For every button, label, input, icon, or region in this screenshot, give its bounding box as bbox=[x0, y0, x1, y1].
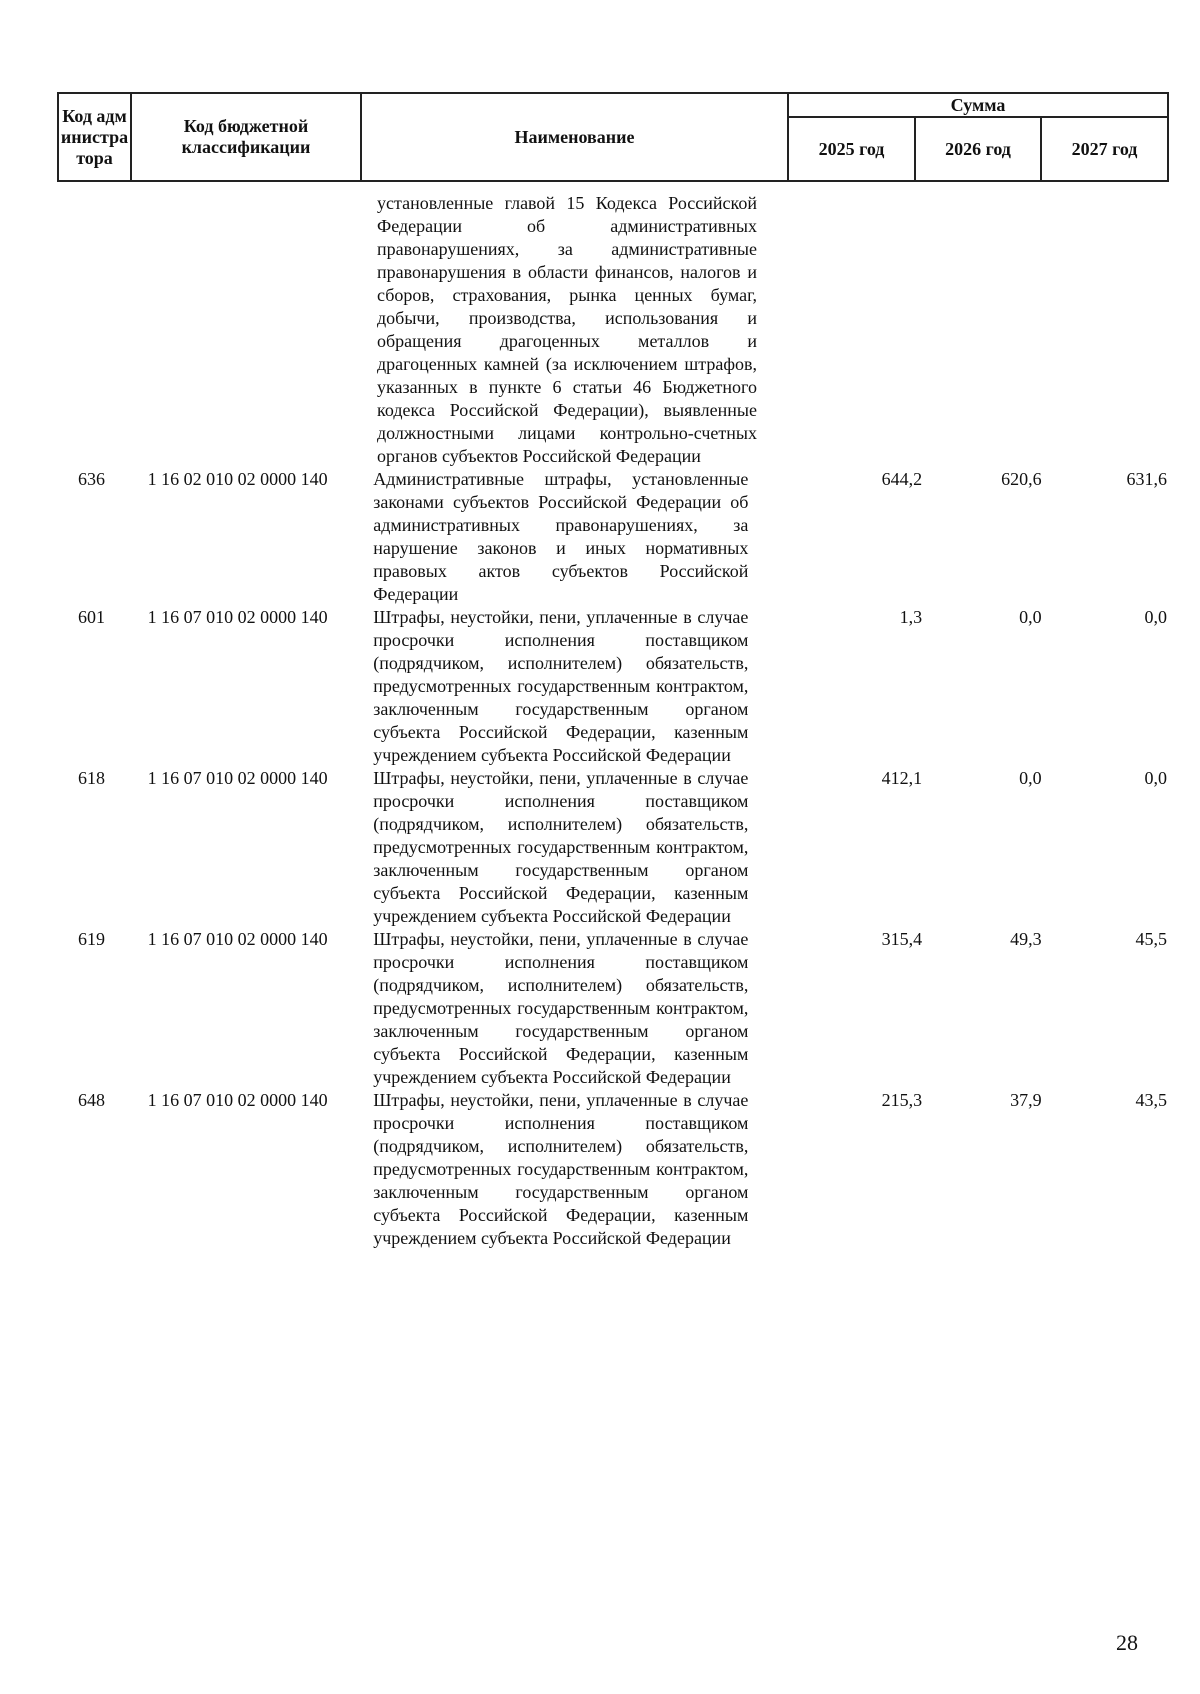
header-year-2027: 2027 год bbox=[1041, 117, 1168, 181]
name-cell: установленные главой 15 Кодекса Российской Федерации об административных правонарушениях, за административные правонарушения в области финансов, налогов и сборов, страхования, рынка ценных бумаг, добычи, производства, использования и обращения драгоценных металлов и драгоценных камней (за исключением штрафов, указанных в пункте 6 статьи 46 Бюджетного кодекса Российской Федерации), выявленные должностными лицами контрольно-счетных органов субъектов Российской Федерации bbox=[377, 193, 757, 466]
header-sum: Сумма bbox=[788, 93, 1168, 117]
budget-code-cell bbox=[127, 192, 353, 468]
name-cell: Штрафы, неустойки, пени, уплаченные в случае просрочки исполнения поставщиком (подрядчиком, исполнителем) обязательств, предусмотренных государственным контрактом, заключенным государственным органом субъекта Российской Федерации, казенным учреждением субъекта Российской Федерации bbox=[373, 607, 749, 765]
header-admin-code: Код администратора bbox=[58, 93, 131, 181]
budget-code-cell: 1 16 02 010 02 0000 140 bbox=[147, 469, 328, 489]
table-row bbox=[57, 1089, 1167, 1250]
sum-2027-cell: 631,6 bbox=[1126, 469, 1167, 489]
header-budget-code: Код бюджетной классификации bbox=[131, 93, 361, 181]
table-body bbox=[57, 192, 1167, 1250]
table-row-continuation bbox=[57, 192, 1167, 468]
sum-2025-cell: 215,3 bbox=[881, 1090, 923, 1110]
sum-2025-cell: 412,1 bbox=[881, 768, 923, 788]
page-number: 28 bbox=[1116, 1630, 1138, 1655]
admin-code-cell: 618 bbox=[78, 768, 106, 788]
table-row bbox=[57, 468, 1167, 606]
sum-2025-cell: 1,3 bbox=[899, 607, 923, 627]
sum-2026-cell: 37,9 bbox=[1010, 1090, 1042, 1110]
sum-2025-cell: 644,2 bbox=[881, 469, 923, 489]
name-cell: Штрафы, неустойки, пени, уплаченные в случае просрочки исполнения поставщиком (подрядчиком, исполнителем) обязательств, предусмотренных государственным контрактом, заключенным государственным органом субъекта Российской Федерации, казенным учреждением субъекта Российской Федерации bbox=[373, 929, 749, 1087]
budget-code-cell: 1 16 07 010 02 0000 140 bbox=[147, 768, 328, 788]
sum-2026-cell: 49,3 bbox=[1010, 929, 1042, 949]
sum-2026-cell: 0,0 bbox=[1019, 768, 1042, 788]
budget-code-cell: 1 16 07 010 02 0000 140 bbox=[147, 1090, 328, 1110]
header-name: Наименование bbox=[361, 93, 788, 181]
header-year-2025: 2025 год bbox=[788, 117, 915, 181]
budget-code-cell: 1 16 07 010 02 0000 140 bbox=[147, 607, 328, 627]
budget-code-cell: 1 16 07 010 02 0000 140 bbox=[147, 929, 328, 949]
header-year-2026: 2026 год bbox=[915, 117, 1041, 181]
admin-code-cell: 619 bbox=[78, 929, 106, 949]
admin-code-cell bbox=[57, 192, 127, 468]
sum-2027-cell: 45,5 bbox=[1135, 929, 1167, 949]
name-cell: Штрафы, неустойки, пени, уплаченные в случае просрочки исполнения поставщиком (подрядчиком, исполнителем) обязательств, предусмотренных государственным контрактом, заключенным государственным органом субъекта Российской Федерации, казенным учреждением субъекта Российской Федерации bbox=[373, 768, 749, 926]
admin-code-cell: 601 bbox=[78, 607, 106, 627]
sum-2027-cell: 0,0 bbox=[1144, 607, 1167, 627]
sum-2026-cell: 620,6 bbox=[1001, 469, 1042, 489]
sum-2027-cell: 43,5 bbox=[1135, 1090, 1167, 1110]
name-cell: Штрафы, неустойки, пени, уплаченные в случае просрочки исполнения поставщиком (подрядчиком, исполнителем) обязательств, предусмотренных государственным контрактом, заключенным государственным органом субъекта Российской Федерации, казенным учреждением субъекта Российской Федерации bbox=[373, 1090, 749, 1248]
table-row bbox=[57, 606, 1167, 767]
table-header bbox=[57, 92, 1169, 182]
name-cell: Административные штрафы, установленные законами субъектов Российской Федерации об административных правонарушениях, за нарушение законов и иных нормативных правовых актов субъектов Российской Федерации bbox=[373, 469, 749, 604]
sum-2026-cell: 0,0 bbox=[1019, 607, 1042, 627]
table-row bbox=[57, 767, 1167, 928]
sum-2025-cell: 315,4 bbox=[881, 929, 923, 949]
admin-code-cell: 648 bbox=[78, 1090, 106, 1110]
sum-2027-cell: 0,0 bbox=[1144, 768, 1167, 788]
admin-code-cell: 636 bbox=[78, 469, 106, 489]
table-row bbox=[57, 928, 1167, 1089]
